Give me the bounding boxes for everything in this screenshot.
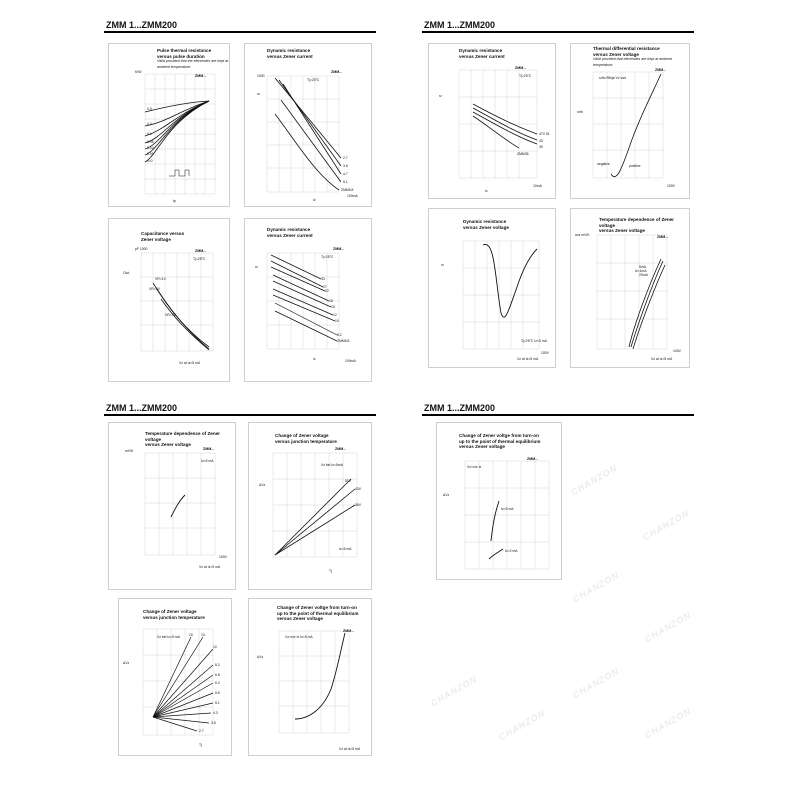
thermdiff-formula: rzth=Rthja·Vz·αvz xyxy=(599,76,627,80)
dyn2-chart xyxy=(429,44,555,198)
dyn3-curve-label-8: ZMM6.8 xyxy=(337,339,350,343)
turnon1-tag: ZMM... xyxy=(527,457,539,461)
watermark-7: CHANZON xyxy=(428,673,480,709)
tempdep1-y-unit: αvz mV/K xyxy=(575,233,590,237)
dyn4-x-end: 100V xyxy=(541,351,549,355)
dyn3-curve-label-4: 15 xyxy=(331,305,335,309)
dyn4-title2: versus Zener voltage xyxy=(463,224,509,230)
section-rule-3 xyxy=(104,414,376,416)
dyn3-x-unit: Iz xyxy=(313,357,316,361)
dyn2-tag: ZMM... xyxy=(515,66,527,70)
turnon2-tag: ZMM... xyxy=(343,629,355,633)
tempdep2-x-unit: Vz at Iz=5 mA xyxy=(199,565,221,569)
cap-y-unit: Ctot xyxy=(123,271,130,275)
cap-curve-label-2: VR=7V xyxy=(165,313,176,317)
cap-chart xyxy=(109,219,229,381)
turnon2-x-unit: Vz at Iz=5 mA xyxy=(339,747,361,751)
chg1-chart xyxy=(249,423,371,589)
dyn4-x-unit: Vz at Iz=5 mA xyxy=(517,357,539,361)
pulse-note: Valid provided that the electrodes are kept at ambient temperature. xyxy=(157,59,229,69)
tempdep2-cond: Iz=5 mA xyxy=(201,459,214,463)
pulse-curve-label-2: 0.1 xyxy=(147,132,152,136)
dyn2-x-end: 10mA xyxy=(533,184,542,188)
dyn4-cond: Tj=25°C Iz=5 mA xyxy=(521,339,547,343)
chg2-curve-label-1: 13 xyxy=(201,633,205,637)
dyn1-y-unit: rz xyxy=(257,92,260,96)
thermdiff-note: Valid provided that electrodes are kept at ambient temperature. xyxy=(593,57,672,67)
cap-title: Capacitance versus xyxy=(141,231,185,236)
chg2-title: Change of Zener voltage xyxy=(143,609,197,614)
tempdep1-curve-label-0: 5mA xyxy=(639,265,646,269)
tempdep1-curve-label-2: 20mA xyxy=(639,273,648,277)
dyn2-y-unit: rz xyxy=(439,94,442,98)
panel-dyn-resistance-3 xyxy=(244,218,372,382)
dyn3-tag: ZMM... xyxy=(333,247,345,251)
chg2-x-unit: Tj xyxy=(199,743,202,747)
panel-turn-on-2 xyxy=(248,598,372,756)
turnon2-y-unit: ΔVz xyxy=(257,655,264,659)
turnon1-title2: up to the point of thermal equilibrium xyxy=(459,438,541,444)
chg2-curve-label-0: 15 xyxy=(189,633,193,637)
dyn1-curve-label-1: 3.6 xyxy=(343,164,348,168)
chg1-title: Change of Zener voltage xyxy=(275,433,329,438)
tempdep1-x-unit: Vz at Iz=5 mA xyxy=(651,357,673,361)
tempdep2-title: Temperature dependence of Zener voltage xyxy=(145,431,220,442)
dyn2-curve-label-2: 39 xyxy=(539,145,543,149)
dyn2-curve-label-0: 47V 51 xyxy=(539,132,550,136)
chg2-curve-label-10: 2.7 xyxy=(199,729,204,733)
watermark-5: CHANZON xyxy=(570,665,622,701)
pulse-title: Pulse thermal resistance xyxy=(157,48,212,53)
dyn1-x-end: 100mA xyxy=(347,194,358,198)
chg2-curve-label-4: 6.8 xyxy=(215,673,220,677)
cap-curve-label-1: VR=2V xyxy=(149,287,160,291)
dyn3-title2: versus Zener current xyxy=(267,232,313,238)
dyn1-title2: versus Zener current xyxy=(267,53,313,59)
panel-pulse-thermal xyxy=(108,43,230,207)
watermark-4: CHANZON xyxy=(642,609,694,645)
pulse-curve-label-6: v=0 xyxy=(147,159,153,163)
pulse-curve-label-5: 0.01 xyxy=(147,152,154,156)
section-title-4: ZMM 1...ZMM200 xyxy=(424,403,496,413)
chg1-curve-label-1: 43V xyxy=(355,487,362,491)
chg1-x-unit: Tj xyxy=(329,569,332,573)
turnon1-curve-label-1: Iz=2 mA xyxy=(505,549,518,553)
turnon1-cond: Vz=rvz·Iz xyxy=(467,465,482,469)
dyn3-curve-label-7: 8.2 xyxy=(337,333,342,337)
dyn1-x-unit: Iz xyxy=(313,198,316,202)
chg1-curve-label-0: 51V xyxy=(345,479,352,483)
panel-change-zener-1 xyxy=(248,422,372,590)
thermdiff-pos: positive xyxy=(629,164,641,168)
panel-thermal-differential xyxy=(570,43,690,199)
turnon1-y-unit: ΔVz xyxy=(443,493,450,497)
thermdiff-title2: versus Zener voltage xyxy=(593,51,639,57)
dyn4-y-unit: rz xyxy=(441,263,444,267)
chg1-cond: Vz bei Iz=5mA xyxy=(321,463,343,467)
dyn3-cond: Tj=25°C xyxy=(321,255,334,259)
chg1-extra: Iz=5 mA xyxy=(339,547,352,551)
chg2-curve-label-7: 5.1 xyxy=(215,701,220,705)
dyn1-cond: Tj=25°C xyxy=(307,78,320,82)
tempdep2-tag: ZMM... xyxy=(203,447,215,451)
cap-curve-label-0: VR=1V xyxy=(155,277,166,281)
tempdep2-title2: versus Zener voltage xyxy=(145,442,191,448)
dyn3-curve-label-3: 18 xyxy=(329,299,333,303)
dyn1-curve-label-4: ZMM6.8 xyxy=(341,188,354,192)
tempdep1-curve-label-1: Iz=1mA xyxy=(635,269,647,273)
chg1-tag: ZMM... xyxy=(335,447,347,451)
dyn1-chart xyxy=(245,44,371,206)
tempdep1-tag: ZMM... xyxy=(657,235,669,239)
dyn1-curve-label-0: 2.7 xyxy=(343,156,348,160)
thermdiff-title: Thermal differential resistance xyxy=(593,46,660,51)
tempdep1-title2: versus Zener voltage xyxy=(599,228,645,234)
thermdiff-neg: negative xyxy=(597,162,610,166)
dyn2-title: Dynamic resistance xyxy=(459,48,503,53)
chg2-title2: versus junction temperature xyxy=(143,614,205,620)
turnon2-title: Change of Zener voltge from turn-on xyxy=(277,605,357,610)
watermark-6: CHANZON xyxy=(642,705,694,741)
chg2-curve-label-6: 5.6 xyxy=(215,691,220,695)
dyn2-curve-label-1: 43 xyxy=(539,139,543,143)
dyn3-curve-label-1: 27 xyxy=(323,285,327,289)
section-title-3: ZMM 1...ZMM200 xyxy=(106,403,178,413)
tempdep1-x-end: 100V xyxy=(673,349,681,353)
panel-dyn-resistance-2 xyxy=(428,43,556,199)
turnon1-curve-label-0: Iz=5 mA xyxy=(501,507,514,511)
chg2-curve-label-8: 4.3 xyxy=(213,711,218,715)
dyn3-y-unit: rz xyxy=(255,265,258,269)
dyn2-cond: Tj=25°C xyxy=(519,74,532,78)
pulse-title2: versus pulse duration xyxy=(157,53,205,59)
turnon2-chart xyxy=(249,599,371,755)
pulse-curve-label-4: 0.02 xyxy=(147,146,154,150)
chg2-y-unit: ΔVz xyxy=(123,661,130,665)
panel-change-zener-2 xyxy=(118,598,232,756)
cap-cond: Tj=25°C xyxy=(193,257,206,261)
watermark-1: CHANZON xyxy=(568,462,620,498)
pulse-x-unit: tp xyxy=(173,199,176,203)
chg1-curve-label-2: 36V xyxy=(355,503,362,507)
panel-dyn-resistance-1 xyxy=(244,43,372,207)
dyn3-curve-label-2: 22 xyxy=(325,289,329,293)
section-rule-2 xyxy=(422,31,694,33)
dyn3-title: Dynamic resistance xyxy=(267,227,311,232)
section-title-2: ZMM 1...ZMM200 xyxy=(424,20,496,30)
section-title-1: ZMM 1...ZMM200 xyxy=(106,20,178,30)
dyn2-title2: versus Zener current xyxy=(459,53,505,59)
chg2-chart xyxy=(119,599,231,755)
section-rule-1 xyxy=(104,31,376,33)
dyn1-title: Dynamic resistance xyxy=(267,48,311,53)
dyn1-curve-label-2: 4.7 xyxy=(343,172,348,176)
watermark-8: CHANZON xyxy=(496,707,548,743)
pulse-curve-label-1: 0.2 xyxy=(147,122,152,126)
turnon1-title: Change of Zener voltge from turn-on xyxy=(459,433,539,438)
chg2-cond: Vz bei Iz=5 mA xyxy=(157,635,180,639)
dyn1-curve-label-3: 5.1 xyxy=(343,180,348,184)
panel-turn-on-1 xyxy=(436,422,562,580)
watermark-2: CHANZON xyxy=(640,507,692,543)
dyn3-x-end: 100mA xyxy=(345,359,356,363)
pulse-y-unit: K/W xyxy=(135,70,142,74)
dyn1-tag: ZMM... xyxy=(331,70,343,74)
thermdiff-tag: ZMM... xyxy=(655,68,667,72)
turnon1-title3: versus Zener voltage xyxy=(459,444,505,450)
tempdep2-x-end: 100V xyxy=(219,555,227,559)
thermdiff-x-end: 100V xyxy=(667,184,675,188)
panel-temp-dependence-1 xyxy=(570,208,690,368)
tempdep2-y-unit: mV/K xyxy=(125,449,134,453)
dyn3-curve-label-6: 10 xyxy=(335,319,339,323)
pulse-curve-label-0: 0.5 xyxy=(147,107,152,111)
watermark-3: CHANZON xyxy=(570,569,622,605)
chg2-curve-label-3: 8.2 xyxy=(215,663,220,667)
chg2-curve-label-9: 3.6 xyxy=(211,721,216,725)
cap-title2: Zener voltage xyxy=(141,236,171,242)
dyn2-x-unit: Iz xyxy=(485,189,488,193)
pulse-tag: ZMM... xyxy=(195,74,207,78)
dyn3-curve-label-5: 12 xyxy=(333,313,337,317)
dyn2-curve-label-3: ZMM36 xyxy=(517,152,529,156)
turnon2-title2: up to the point of thermal equilibrium xyxy=(277,610,359,616)
panel-capacitance xyxy=(108,218,230,382)
chg2-curve-label-5: 6.2 xyxy=(215,681,220,685)
thermdiff-y-unit: rzth xyxy=(577,110,583,114)
panel-dyn-resistance-4 xyxy=(428,208,556,368)
cap-y-top: pF 1000 xyxy=(135,247,148,251)
chg1-y-unit: ΔVz xyxy=(259,483,266,487)
dyn1-y-top: 1000 xyxy=(257,74,265,78)
chg1-title2: versus junction temperature xyxy=(275,438,337,444)
dyn3-chart xyxy=(245,219,371,381)
cap-tag: ZMM... xyxy=(195,249,207,253)
section-rule-4 xyxy=(422,414,694,416)
chg2-curve-label-2: 10 xyxy=(213,645,217,649)
dyn3-curve-label-0: 33 xyxy=(321,277,325,281)
tempdep1-title: Temperature dependence of Zener voltage xyxy=(599,217,674,228)
panel-temp-dependence-2 xyxy=(108,422,236,590)
pulse-curve-label-3: 0.05 xyxy=(147,140,154,144)
turnon2-title3: versus Zener voltage xyxy=(277,616,323,622)
dyn4-title: Dynamic resistance xyxy=(463,219,507,224)
turnon2-cond: Vz=rvz·Iz Iz=5 mA xyxy=(285,635,313,639)
cap-x-unit: Vz at Iz=5 mA xyxy=(179,361,201,365)
dyn4-chart xyxy=(429,209,555,367)
